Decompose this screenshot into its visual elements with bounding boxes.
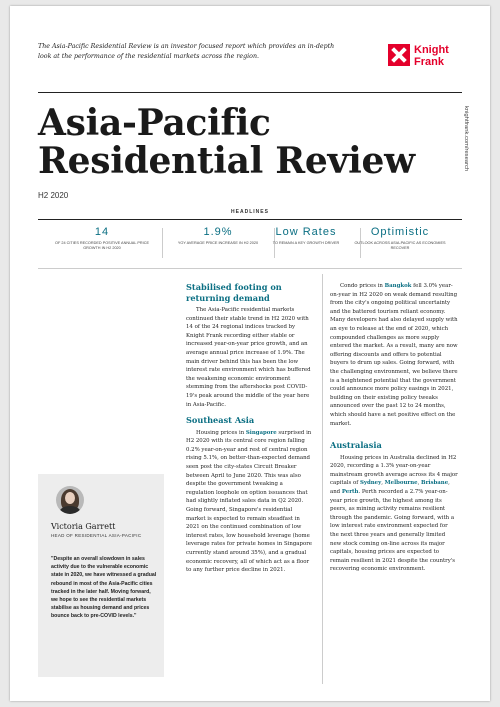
article-column-3 (330, 282, 458, 574)
section-heading: Australasia (330, 440, 382, 451)
headline-item (350, 226, 450, 251)
avatar-body (59, 506, 81, 514)
text-run: fell 3.0% year-on-year in H2 2020 on weak demand resulting from the city's ongoing political uncertainty and the battered tourism reliant economy. Many developers had also delayed supply with an eye to release at the end of 2020, which compounded challenges as more supply entered the market. As a result, many are now offering discounts and offers to potential buyers to drum up sales. Going forward, with the challenging environment, we believe there is a heightened potential that the government could announce more policy easings in 2021, building on their existing policy tweaks announced over the past 12 to 24 months, which should have a net positive effect on the market. (330, 283, 458, 427)
headline-item (52, 226, 152, 251)
headline-caption: TO REMAIN A KEY GROWTH DRIVER (272, 241, 340, 245)
headline-value: Optimistic (370, 226, 430, 238)
report-title (38, 104, 415, 180)
report-period: H2 2020 (38, 191, 69, 200)
headlines-divider (38, 219, 462, 220)
side-url: knightfrank.com/research (463, 106, 469, 172)
city-link-brisbane[interactable]: Brisbane (421, 480, 449, 487)
logo-word-2: Frank (414, 56, 444, 68)
headlines-label: HEADLINES (231, 209, 269, 215)
knight-frank-logo (384, 38, 458, 72)
city-link-bangkok[interactable]: Bangkok (384, 283, 412, 289)
headline-item (256, 226, 356, 246)
headlines-bottom-divider (38, 268, 462, 269)
logo-word-1: Knight (414, 44, 449, 56)
city-link-melbourne[interactable]: Melbourne (384, 480, 418, 487)
logo-mark-icon (388, 44, 410, 66)
text-run: surprised in H2 2020 with its central core region falling 0.2% year-on-year and rest of central region rising 5.1%, on better-than-expected demand seen post the city-states Circuit Breaker between April to June 2020. This was also despite the government tweaking a regulation loophole on option issuances that had slightly inflated sales data in Q2 2020. Going forward, Singapore's residential market is expected to remain steadfast in 2021 on the continued combination of low interest rates, low household leverage (home leverage rates for private homes in Singapore currently stand around 35%), and a gradual economic recovery, all of which act as a floor to any further price decline in 2021. (186, 429, 312, 574)
headline-item (168, 226, 268, 246)
text-run: Housing prices in (196, 429, 246, 436)
quote-box (38, 474, 164, 677)
article-column-2 (186, 282, 312, 575)
avatar (56, 486, 84, 514)
title-line-1: Asia-Pacific (38, 102, 271, 144)
quote-author-role: HEAD OF RESIDENTIAL ASIA-PACIFIC (51, 533, 142, 538)
body-paragraph (186, 429, 312, 575)
column-divider (322, 274, 323, 684)
text-run: Housing prices in Australia declined in H2 2020, recording a 1.3% year-on-year mainstream growth average across its 4 major capitals of (330, 454, 458, 487)
headline-value: 1.9% (203, 226, 233, 238)
headline-caption: OF 24 CITIES RECORDED POSITIVE ANNUAL PRICE GROWTH IN H2 2020 (55, 241, 149, 250)
section-heading: Southeast Asia (186, 415, 255, 426)
headline-caption: OUTLOOK ACROSS ASIA-PACIFIC AS ECONOMIES RECOVER (354, 241, 446, 250)
title-line-2: Residential Review (38, 140, 415, 182)
city-link-singapore[interactable]: Singapore (245, 429, 277, 436)
headline-value: Low Rates (275, 226, 337, 238)
text-run: . Perth recorded a 2.7% year-on-year price growth, the highest among its peers, as mining activity remains resilient through the pandemic. Going forward, with a low interest rate environment expected for the next three years and generally limited new stock coming on-line across its major capitals, housing prices are expected to remain resilient in 2021 despite the country's recovering economic environment. (330, 488, 456, 573)
text-run: , and (330, 480, 450, 495)
body-paragraph (330, 282, 458, 428)
headline-caption: YOY AVERAGE PRICE INCREASE IN H2 2020 (177, 241, 259, 245)
quote-text: "Despite an overall slowdown in sales activity due to the vulnerable economic state in 2020, we have witnessed a gradual rebound in most of the Asia-Pacific cities tracked in the later half. Moving forward, we hope to see the residential markets stabilise as housing demand and prices bounce back to pre-COVID levels." (51, 556, 157, 620)
quote-author-name: Victoria Garrett (51, 522, 116, 531)
headline-separator (162, 228, 163, 258)
avatar-face (65, 492, 75, 504)
text-run: Condo prices in (340, 283, 385, 289)
section-heading: Stabilised footing on returning demand (186, 282, 282, 303)
top-divider (38, 92, 462, 93)
report-page (10, 6, 490, 701)
city-link-perth[interactable]: Perth (341, 488, 359, 495)
text-run: , (381, 480, 385, 487)
text-run: , (417, 480, 422, 487)
body-paragraph (330, 454, 458, 574)
body-paragraph: The Asia-Pacific residential markets continued their stable trend in H2 2020 with 14 of the 24 regional indices tracked by Knight Frank recording either stable or increased year-on-year price growth, and an average annual price increase of 1.9%. The main driver behind this has been the low interest rate environment which has buffered the weakening economic environment stemming from the aftershocks post COVID-19's peak around the middle of the year here in Asia-Pacific. (186, 307, 311, 408)
headline-value: 14 (94, 226, 110, 238)
intro-text: The Asia-Pacific Residential Review is an investor focused report which provides an in-depth look at the performance of the residential markets across the region. (38, 43, 335, 60)
city-link-sydney[interactable]: Sydney (359, 480, 382, 487)
